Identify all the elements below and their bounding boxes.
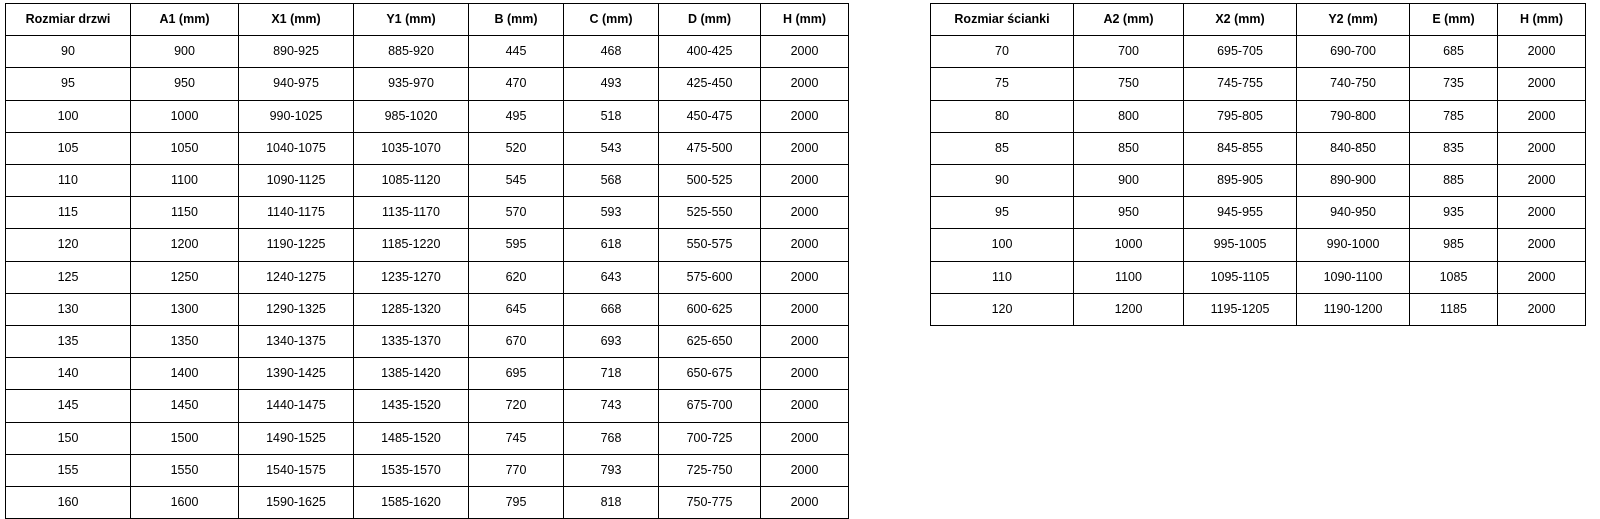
doors-cell: 1585-1620	[354, 487, 469, 519]
walls-cell: 935	[1410, 197, 1498, 229]
doors-cell: 1440-1475	[239, 390, 354, 422]
doors-column-header: H (mm)	[761, 4, 849, 36]
doors-cell: 2000	[761, 36, 849, 68]
doors-cell: 495	[469, 100, 564, 132]
walls-cell: 945-955	[1184, 197, 1297, 229]
walls-cell: 835	[1410, 132, 1498, 164]
doors-cell: 2000	[761, 132, 849, 164]
table-row	[6, 261, 849, 293]
doors-cell: 768	[564, 422, 659, 454]
doors-cell: 620	[469, 261, 564, 293]
doors-cell: 1290-1325	[239, 293, 354, 325]
walls-cell: 990-1000	[1297, 229, 1410, 261]
doors-cell: 725-750	[659, 454, 761, 486]
doors-cell: 1450	[131, 390, 239, 422]
walls-dimensions-table-container	[930, 3, 1586, 326]
table-row	[931, 197, 1586, 229]
doors-cell: 145	[6, 390, 131, 422]
doors-cell: 1040-1075	[239, 132, 354, 164]
doors-cell: 2000	[761, 326, 849, 358]
walls-cell: 2000	[1498, 68, 1586, 100]
doors-cell: 695	[469, 358, 564, 390]
doors-column-header: X1 (mm)	[239, 4, 354, 36]
doors-cell: 2000	[761, 229, 849, 261]
table-row	[931, 68, 1586, 100]
walls-cell: 840-850	[1297, 132, 1410, 164]
walls-cell: 995-1005	[1184, 229, 1297, 261]
doors-cell: 493	[564, 68, 659, 100]
doors-cell: 1150	[131, 197, 239, 229]
walls-dimensions-table	[930, 3, 1586, 326]
walls-cell: 2000	[1498, 36, 1586, 68]
doors-cell: 400-425	[659, 36, 761, 68]
walls-cell: 1200	[1074, 293, 1184, 325]
doors-cell: 1085-1120	[354, 165, 469, 197]
doors-cell: 693	[564, 326, 659, 358]
table-row	[6, 422, 849, 454]
walls-cell: 790-800	[1297, 100, 1410, 132]
doors-cell: 940-975	[239, 68, 354, 100]
walls-cell: 100	[931, 229, 1074, 261]
doors-cell: 900	[131, 36, 239, 68]
table-row	[931, 293, 1586, 325]
doors-cell: 150	[6, 422, 131, 454]
doors-cell: 795	[469, 487, 564, 519]
table-row	[931, 165, 1586, 197]
doors-cell: 1385-1420	[354, 358, 469, 390]
doors-cell: 2000	[761, 68, 849, 100]
doors-column-header: Rozmiar drzwi	[6, 4, 131, 36]
walls-cell: 2000	[1498, 165, 1586, 197]
table-row	[6, 326, 849, 358]
doors-cell: 1500	[131, 422, 239, 454]
doors-cell: 1435-1520	[354, 390, 469, 422]
walls-cell: 685	[1410, 36, 1498, 68]
doors-cell: 1035-1070	[354, 132, 469, 164]
walls-cell: 900	[1074, 165, 1184, 197]
doors-cell: 155	[6, 454, 131, 486]
table-row	[6, 165, 849, 197]
doors-dimensions-table-container	[5, 3, 849, 519]
doors-cell: 818	[564, 487, 659, 519]
table-row	[931, 132, 1586, 164]
doors-cell: 650-675	[659, 358, 761, 390]
walls-cell: 2000	[1498, 197, 1586, 229]
doors-cell: 2000	[761, 100, 849, 132]
table-row	[931, 229, 1586, 261]
doors-cell: 1050	[131, 132, 239, 164]
doors-cell: 100	[6, 100, 131, 132]
walls-cell: 785	[1410, 100, 1498, 132]
doors-cell: 2000	[761, 293, 849, 325]
doors-column-header: C (mm)	[564, 4, 659, 36]
doors-cell: 1140-1175	[239, 197, 354, 229]
doors-cell: 575-600	[659, 261, 761, 293]
doors-cell: 2000	[761, 165, 849, 197]
doors-column-header: B (mm)	[469, 4, 564, 36]
doors-cell: 985-1020	[354, 100, 469, 132]
walls-cell: 1085	[1410, 261, 1498, 293]
doors-cell: 105	[6, 132, 131, 164]
table-row	[931, 261, 1586, 293]
walls-cell: 1090-1100	[1297, 261, 1410, 293]
doors-cell: 450-475	[659, 100, 761, 132]
doors-cell: 520	[469, 132, 564, 164]
table-row	[6, 36, 849, 68]
doors-cell: 600-625	[659, 293, 761, 325]
doors-column-header: A1 (mm)	[131, 4, 239, 36]
doors-cell: 1000	[131, 100, 239, 132]
table-row	[6, 68, 849, 100]
doors-cell: 595	[469, 229, 564, 261]
doors-cell: 1135-1170	[354, 197, 469, 229]
doors-cell: 793	[564, 454, 659, 486]
walls-cell: 1195-1205	[1184, 293, 1297, 325]
doors-cell: 675-700	[659, 390, 761, 422]
doors-cell: 990-1025	[239, 100, 354, 132]
doors-cell: 2000	[761, 454, 849, 486]
doors-cell: 1390-1425	[239, 358, 354, 390]
walls-cell: 740-750	[1297, 68, 1410, 100]
walls-cell: 940-950	[1297, 197, 1410, 229]
table-row	[6, 197, 849, 229]
doors-cell: 543	[564, 132, 659, 164]
doors-cell: 593	[564, 197, 659, 229]
table-header-row	[931, 4, 1586, 36]
doors-cell: 1200	[131, 229, 239, 261]
walls-column-header: Y2 (mm)	[1297, 4, 1410, 36]
walls-cell: 745-755	[1184, 68, 1297, 100]
walls-cell: 845-855	[1184, 132, 1297, 164]
doors-cell: 2000	[761, 390, 849, 422]
walls-cell: 110	[931, 261, 1074, 293]
doors-cell: 770	[469, 454, 564, 486]
walls-cell: 1000	[1074, 229, 1184, 261]
doors-dimensions-table	[5, 3, 849, 519]
walls-cell: 890-900	[1297, 165, 1410, 197]
table-header-row	[6, 4, 849, 36]
table-row	[6, 454, 849, 486]
doors-cell: 2000	[761, 358, 849, 390]
walls-cell: 120	[931, 293, 1074, 325]
doors-cell: 445	[469, 36, 564, 68]
doors-cell: 475-500	[659, 132, 761, 164]
doors-cell: 935-970	[354, 68, 469, 100]
doors-cell: 1090-1125	[239, 165, 354, 197]
walls-cell: 695-705	[1184, 36, 1297, 68]
walls-column-header: E (mm)	[1410, 4, 1498, 36]
table-row	[931, 36, 1586, 68]
doors-cell: 1300	[131, 293, 239, 325]
walls-cell: 75	[931, 68, 1074, 100]
doors-cell: 718	[564, 358, 659, 390]
walls-cell: 1185	[1410, 293, 1498, 325]
doors-cell: 570	[469, 197, 564, 229]
doors-cell: 1185-1220	[354, 229, 469, 261]
walls-column-header: X2 (mm)	[1184, 4, 1297, 36]
doors-cell: 643	[564, 261, 659, 293]
doors-cell: 468	[564, 36, 659, 68]
doors-cell: 1535-1570	[354, 454, 469, 486]
table-row	[6, 390, 849, 422]
doors-cell: 2000	[761, 261, 849, 293]
doors-cell: 110	[6, 165, 131, 197]
doors-cell: 1285-1320	[354, 293, 469, 325]
doors-cell: 500-525	[659, 165, 761, 197]
doors-cell: 525-550	[659, 197, 761, 229]
walls-cell: 700	[1074, 36, 1184, 68]
doors-cell: 1550	[131, 454, 239, 486]
doors-cell: 1235-1270	[354, 261, 469, 293]
doors-cell: 890-925	[239, 36, 354, 68]
walls-cell: 70	[931, 36, 1074, 68]
doors-cell: 518	[564, 100, 659, 132]
doors-cell: 95	[6, 68, 131, 100]
walls-cell: 2000	[1498, 100, 1586, 132]
walls-cell: 80	[931, 100, 1074, 132]
doors-cell: 2000	[761, 197, 849, 229]
walls-cell: 2000	[1498, 261, 1586, 293]
doors-cell: 140	[6, 358, 131, 390]
table-row	[6, 293, 849, 325]
doors-cell: 743	[564, 390, 659, 422]
doors-cell: 425-450	[659, 68, 761, 100]
doors-cell: 1400	[131, 358, 239, 390]
doors-cell: 1190-1225	[239, 229, 354, 261]
doors-cell: 1490-1525	[239, 422, 354, 454]
doors-cell: 125	[6, 261, 131, 293]
table-row	[6, 358, 849, 390]
doors-cell: 1350	[131, 326, 239, 358]
doors-cell: 750-775	[659, 487, 761, 519]
table-row	[931, 100, 1586, 132]
walls-cell: 2000	[1498, 132, 1586, 164]
walls-cell: 85	[931, 132, 1074, 164]
doors-cell: 1590-1625	[239, 487, 354, 519]
doors-cell: 618	[564, 229, 659, 261]
doors-cell: 90	[6, 36, 131, 68]
walls-cell: 885	[1410, 165, 1498, 197]
doors-cell: 470	[469, 68, 564, 100]
walls-cell: 795-805	[1184, 100, 1297, 132]
doors-cell: 160	[6, 487, 131, 519]
doors-cell: 950	[131, 68, 239, 100]
doors-cell: 625-650	[659, 326, 761, 358]
doors-cell: 130	[6, 293, 131, 325]
walls-cell: 850	[1074, 132, 1184, 164]
walls-cell: 2000	[1498, 229, 1586, 261]
doors-cell: 720	[469, 390, 564, 422]
walls-cell: 1095-1105	[1184, 261, 1297, 293]
doors-column-header: Y1 (mm)	[354, 4, 469, 36]
doors-cell: 120	[6, 229, 131, 261]
doors-cell: 115	[6, 197, 131, 229]
walls-column-header: Rozmiar ścianki	[931, 4, 1074, 36]
walls-column-header: H (mm)	[1498, 4, 1586, 36]
doors-cell: 1250	[131, 261, 239, 293]
doors-cell: 1335-1370	[354, 326, 469, 358]
walls-cell: 2000	[1498, 293, 1586, 325]
doors-cell: 670	[469, 326, 564, 358]
doors-cell: 700-725	[659, 422, 761, 454]
doors-cell: 1100	[131, 165, 239, 197]
doors-cell: 645	[469, 293, 564, 325]
walls-cell: 950	[1074, 197, 1184, 229]
walls-cell: 690-700	[1297, 36, 1410, 68]
doors-cell: 1485-1520	[354, 422, 469, 454]
doors-cell: 1240-1275	[239, 261, 354, 293]
walls-cell: 800	[1074, 100, 1184, 132]
doors-cell: 2000	[761, 422, 849, 454]
doors-cell: 1540-1575	[239, 454, 354, 486]
walls-cell: 95	[931, 197, 1074, 229]
walls-cell: 895-905	[1184, 165, 1297, 197]
walls-cell: 1100	[1074, 261, 1184, 293]
table-row	[6, 100, 849, 132]
doors-cell: 2000	[761, 487, 849, 519]
table-row	[6, 132, 849, 164]
doors-cell: 668	[564, 293, 659, 325]
doors-cell: 885-920	[354, 36, 469, 68]
doors-cell: 545	[469, 165, 564, 197]
doors-cell: 745	[469, 422, 564, 454]
doors-cell: 550-575	[659, 229, 761, 261]
doors-cell: 1340-1375	[239, 326, 354, 358]
walls-column-header: A2 (mm)	[1074, 4, 1184, 36]
doors-cell: 135	[6, 326, 131, 358]
walls-cell: 750	[1074, 68, 1184, 100]
walls-cell: 735	[1410, 68, 1498, 100]
doors-cell: 568	[564, 165, 659, 197]
table-row	[6, 229, 849, 261]
doors-cell: 1600	[131, 487, 239, 519]
walls-cell: 1190-1200	[1297, 293, 1410, 325]
walls-cell: 985	[1410, 229, 1498, 261]
doors-column-header: D (mm)	[659, 4, 761, 36]
walls-cell: 90	[931, 165, 1074, 197]
